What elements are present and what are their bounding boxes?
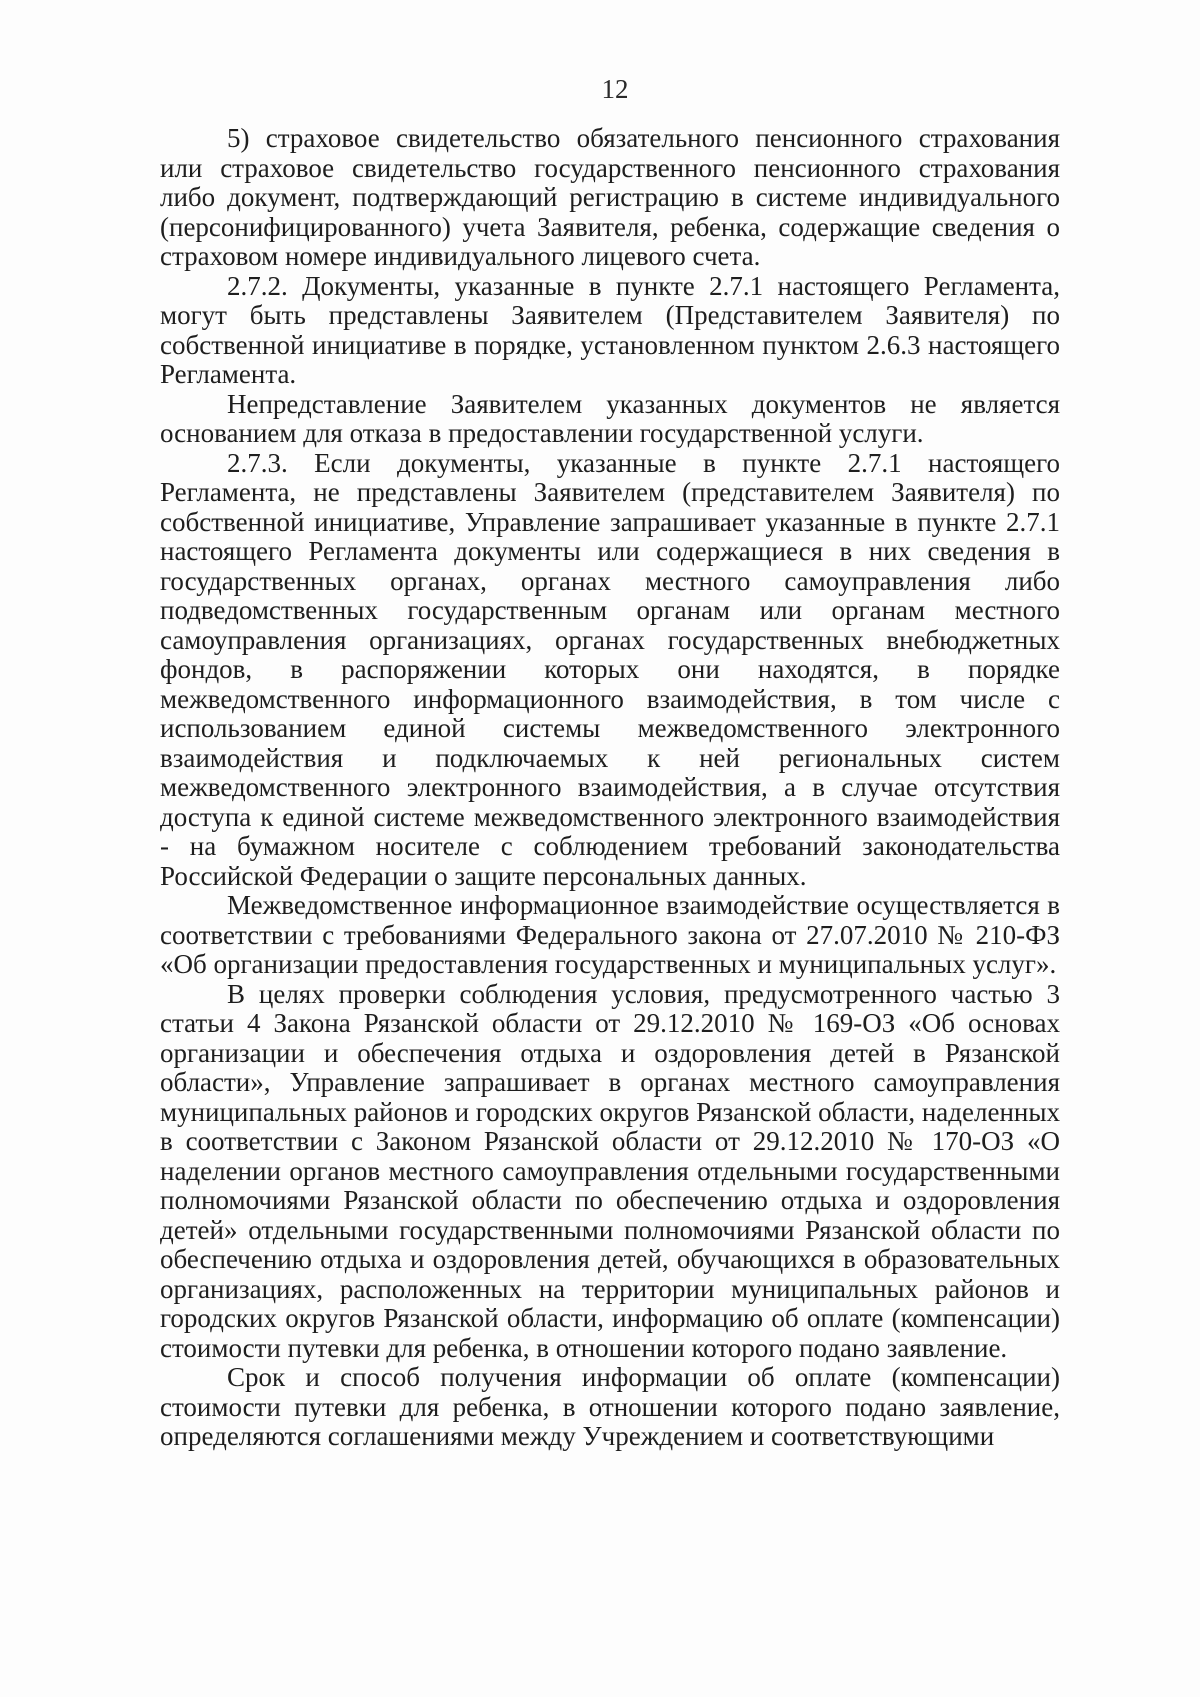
paragraph: 5) страховое свидетельство обязательного пенсионного страхования или страховое свидетельство государственного пенсионного страхования либо документ, подтверждающий регистрацию в системе индивидуального (персонифицированного) учета Заявителя, ребенка, содержащие сведения о страховом номере индивидуального лицевого счета.	[160, 123, 1060, 271]
paragraph: Межведомственное информационное взаимодействие осуществляется в соответствии с требованиями Федерального закона от 27.07.2010 № 210-ФЗ «Об организации предоставления государственных и муниципальных услуг».	[160, 890, 1060, 979]
paragraph: 2.7.2. Документы, указанные в пункте 2.7.1 настоящего Регламента, могут быть представлены Заявителем (Представителем Заявителя) по собственной инициативе в порядке, установленном пунктом 2.6.3 настоящего Регламента.	[160, 270, 1060, 389]
paragraph: 2.7.3. Если документы, указанные в пункте 2.7.1 настоящего Регламента, не представлены Заявителем (представителем Заявителя) по собственной инициативе, Управление запрашивает указанные в пункте 2.7.1 настоящего Регламента документы или содержащиеся в них сведения в государственных органах, органах местного самоуправления либо подведомственных государственным органам или органам местного самоуправления организациях, органах государственных внебюджетных фондов, в распоряжении которых они находятся, в порядке межведомственного информационного взаимодействия, в том числе с использованием единой системы межведомственного электронного взаимодействия и подключаемых к ней региональных систем межведомственного электронного взаимодействия, а в случае отсутствия доступа к единой системе межведомственного электронного взаимодействия - на бумажном носителе с соблюдением требований законодательства Российской Федерации о защите персональных данных.	[160, 447, 1060, 891]
paragraph: Срок и способ получения информации об оплате (компенсации) стоимости путевки для ребенка, в отношении которого подано заявление, определяются соглашениями между Учреждением и соответствующими	[160, 1362, 1060, 1451]
paragraph: В целях проверки соблюдения условия, предусмотренного частью 3 статьи 4 Закона Рязанской области от 29.12.2010 № 169-ОЗ «Об основах организации и обеспечения отдыха и оздоровления детей в Рязанской области», Управление запрашивает в органах местного самоуправления муниципальных районов и городских округов Рязанской области, наделенных в соответствии с Законом Рязанской области от 29.12.2010 № 170-ОЗ «О наделении органов местного самоуправления отдельными государственными полномочиями Рязанской области по обеспечению отдыха и оздоровления детей» отдельными государственными полномочиями Рязанской области по обеспечению отдыха и оздоровления детей, обучающихся в образовательных организациях, расположенных на территории муниципальных районов и городских округов Рязанской области, информацию об оплате (компенсации) стоимости путевки для ребенка, в отношении которого подано заявление.	[160, 978, 1060, 1363]
document-body	[160, 124, 1060, 1452]
page-number: 12	[601, 74, 629, 104]
paragraph: Непредставление Заявителем указанных документов не является основанием для отказа в предоставлении государственной услуги.	[160, 388, 1060, 448]
